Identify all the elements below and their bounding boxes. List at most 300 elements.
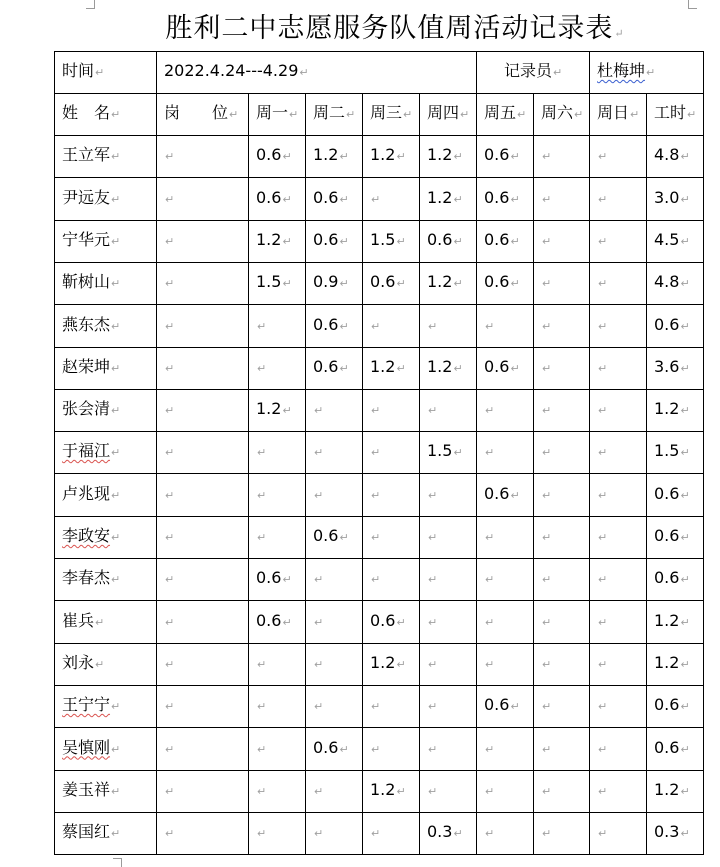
paragraph-mark: ↵ — [630, 108, 640, 121]
cell-post-text — [164, 568, 174, 590]
cell-friday-text — [484, 145, 520, 167]
cell-saturday-text — [541, 315, 551, 337]
paragraph-mark: ↵ — [485, 319, 495, 333]
recorder-name-text — [597, 61, 655, 83]
paragraph-mark: ↵ — [428, 488, 438, 502]
paragraph-mark: ↵ — [282, 404, 292, 417]
cell-thursday-text — [427, 568, 437, 590]
cell-tuesday — [305, 347, 362, 389]
cell-friday — [476, 685, 533, 727]
cell-sunday-text — [597, 441, 607, 463]
paragraph-mark: ↵ — [165, 150, 175, 163]
cell-thursday-text — [427, 780, 437, 802]
cell-thursday-value: 1.2 — [427, 187, 453, 207]
paragraph-mark: ↵ — [598, 192, 608, 206]
cell-wednesday-text — [370, 357, 406, 379]
cell-tuesday-text — [313, 441, 323, 463]
paragraph-mark: ↵ — [257, 742, 267, 756]
document-title — [0, 12, 720, 51]
cell-thursday-text — [427, 441, 463, 463]
cell-name-value: 崔兵 — [62, 610, 95, 630]
cell-monday-text — [256, 653, 266, 675]
cell-monday — [248, 262, 305, 304]
paragraph-mark: ↵ — [403, 108, 413, 121]
cell-wednesday — [362, 135, 419, 177]
cell-thursday — [419, 431, 476, 473]
paragraph-mark: ↵ — [542, 531, 552, 544]
paragraph-mark: ↵ — [598, 404, 608, 417]
column-header-value: 姓 名 — [62, 103, 111, 122]
cell-post — [156, 220, 248, 262]
cell-friday-text — [484, 484, 520, 506]
paragraph-mark: ↵ — [428, 658, 438, 671]
cell-hours-text — [654, 399, 690, 421]
paragraph-mark: ↵ — [165, 488, 175, 502]
cell-saturday-text — [541, 695, 551, 717]
cell-name-value: 李春杰 — [62, 568, 111, 587]
paragraph-mark: ↵ — [542, 658, 552, 671]
paragraph-mark: ↵ — [111, 108, 121, 121]
column-header-value: 工时 — [654, 103, 687, 122]
cell-hours-text — [654, 738, 690, 760]
cell-name — [54, 643, 156, 685]
cell-name-text — [62, 568, 120, 590]
cell-wednesday-text — [370, 653, 406, 675]
paragraph-mark: ↵ — [257, 446, 267, 459]
cell-name-value: 王宁宁 — [62, 695, 111, 714]
cell-thursday — [419, 347, 476, 389]
paragraph-mark: ↵ — [282, 277, 292, 290]
paragraph-mark: ↵ — [453, 277, 463, 290]
cell-saturday — [533, 812, 589, 854]
cell-wednesday-value: 0.6 — [370, 610, 396, 630]
paragraph-mark: ↵ — [428, 319, 438, 333]
column-header-text — [313, 103, 355, 125]
paragraph-mark: ↵ — [646, 66, 656, 79]
cell-friday-text — [484, 822, 494, 844]
paragraph-mark: ↵ — [680, 192, 690, 206]
paragraph-mark: ↵ — [598, 362, 608, 375]
cell-post-text — [164, 315, 174, 337]
paragraph-mark: ↵ — [371, 404, 381, 417]
cell-hours-value: 1.5 — [654, 441, 680, 460]
cell-wednesday-text — [370, 822, 380, 844]
cell-tuesday — [305, 770, 362, 812]
time-value-value: 2022.4.24---4.29 — [164, 61, 299, 80]
paragraph-mark: ↵ — [510, 488, 520, 502]
cell-tuesday-text — [313, 399, 323, 421]
recorder-label-text — [504, 61, 562, 83]
cell-post — [156, 431, 248, 473]
paragraph-mark: ↵ — [371, 742, 381, 756]
paragraph-mark: ↵ — [542, 615, 552, 629]
cell-friday — [476, 389, 533, 431]
cell-wednesday — [362, 177, 419, 220]
cell-saturday — [533, 685, 589, 727]
cell-name-value: 李政安 — [62, 526, 111, 545]
column-header-text — [62, 103, 120, 125]
cell-name — [54, 177, 156, 220]
cell-sunday-text — [597, 738, 607, 760]
recorder-name-value: 杜梅坤 — [597, 61, 646, 80]
paragraph-mark: ↵ — [371, 573, 381, 586]
cell-hours-value: 0.6 — [654, 695, 680, 714]
paragraph-mark: ↵ — [111, 362, 121, 375]
paragraph-mark: ↵ — [257, 319, 267, 333]
paragraph-mark: ↵ — [680, 700, 690, 713]
paragraph-mark: ↵ — [257, 488, 267, 502]
paragraph-mark: ↵ — [598, 658, 608, 671]
cell-wednesday-text — [370, 230, 406, 252]
paragraph-mark: ↵ — [111, 827, 121, 840]
cell-name — [54, 431, 156, 473]
cell-friday — [476, 262, 533, 304]
paragraph-mark: ↵ — [165, 827, 175, 840]
paragraph-mark: ↵ — [614, 27, 625, 40]
cell-friday-text — [484, 441, 494, 463]
cell-friday-text — [484, 780, 494, 802]
cell-hours-value: 1.2 — [654, 610, 680, 630]
paragraph-mark: ↵ — [453, 150, 463, 163]
cell-monday — [248, 347, 305, 389]
cell-name — [54, 770, 156, 812]
cell-post — [156, 643, 248, 685]
cell-friday — [476, 135, 533, 177]
cell-name-value: 燕东杰 — [62, 314, 111, 334]
cell-hours — [646, 727, 703, 770]
cell-monday-text — [256, 230, 292, 252]
cell-hours-value: 1.2 — [654, 399, 680, 418]
cell-post-text — [164, 272, 174, 294]
cell-friday — [476, 304, 533, 347]
cell-hours-value: 0.6 — [654, 526, 680, 545]
paragraph-mark: ↵ — [460, 108, 470, 121]
cell-name — [54, 685, 156, 727]
paragraph-mark: ↵ — [257, 785, 267, 798]
cell-saturday-text — [541, 822, 551, 844]
cell-friday-text — [484, 526, 494, 548]
paragraph-mark: ↵ — [111, 446, 121, 459]
cell-post — [156, 177, 248, 220]
paragraph-mark: ↵ — [542, 277, 552, 290]
paragraph-mark: ↵ — [165, 785, 175, 798]
paragraph-mark: ↵ — [165, 404, 175, 417]
cell-thursday — [419, 770, 476, 812]
cell-friday-text — [484, 272, 520, 294]
cell-thursday — [419, 262, 476, 304]
paragraph-mark: ↵ — [553, 66, 563, 79]
cell-thursday-text — [427, 357, 463, 379]
paragraph-mark: ↵ — [485, 785, 495, 798]
cell-sunday — [589, 135, 646, 177]
cell-saturday — [533, 177, 589, 220]
paragraph-mark: ↵ — [598, 446, 608, 459]
cell-friday — [476, 473, 533, 516]
cell-wednesday — [362, 812, 419, 854]
paragraph-mark: ↵ — [314, 615, 324, 629]
cell-saturday-text — [541, 738, 551, 760]
cell-name — [54, 262, 156, 304]
cell-saturday — [533, 516, 589, 558]
cell-post — [156, 347, 248, 389]
cell-wednesday-value: 1.5 — [370, 230, 396, 249]
cell-name — [54, 304, 156, 347]
cell-post — [156, 770, 248, 812]
cell-name-value: 张会清 — [62, 399, 111, 418]
cell-sunday — [589, 431, 646, 473]
cell-tuesday — [305, 220, 362, 262]
paragraph-mark: ↵ — [428, 700, 438, 713]
cell-monday-text — [256, 357, 266, 379]
paragraph-mark: ↵ — [574, 108, 584, 121]
cell-sunday-text — [597, 526, 607, 548]
cell-saturday-text — [541, 780, 551, 802]
cell-post-text — [164, 230, 174, 252]
cell-monday-text — [256, 315, 266, 337]
cell-thursday — [419, 600, 476, 643]
paragraph-mark: ↵ — [680, 615, 690, 629]
paragraph-mark: ↵ — [314, 573, 324, 586]
cell-thursday — [419, 389, 476, 431]
paragraph-mark: ↵ — [339, 235, 349, 248]
cell-friday-text — [484, 568, 494, 590]
cell-tuesday-value: 1.2 — [313, 145, 339, 164]
cell-saturday — [533, 600, 589, 643]
paragraph-mark: ↵ — [111, 150, 121, 163]
paragraph-mark: ↵ — [510, 150, 520, 163]
cell-saturday — [533, 135, 589, 177]
cell-tuesday-text — [313, 568, 323, 590]
cell-thursday — [419, 516, 476, 558]
cell-name-text — [62, 441, 120, 463]
paragraph-mark: ↵ — [485, 404, 495, 417]
cell-sunday — [589, 347, 646, 389]
cell-wednesday-text — [370, 315, 380, 337]
recorder-label — [476, 51, 589, 93]
recorder-name — [589, 51, 703, 93]
cell-saturday — [533, 431, 589, 473]
cell-name-value: 蔡国红 — [62, 822, 111, 841]
cell-hours — [646, 812, 703, 854]
cell-wednesday-text — [370, 272, 406, 294]
cell-friday-value: 0.6 — [484, 357, 510, 376]
paragraph-mark: ↵ — [485, 446, 495, 459]
cell-tuesday-text — [313, 230, 349, 252]
cell-tuesday-value: 0.9 — [313, 272, 339, 291]
cell-wednesday-text — [370, 695, 380, 717]
column-header-text — [484, 103, 526, 125]
cell-friday-value: 0.6 — [484, 483, 510, 503]
cell-thursday — [419, 558, 476, 600]
page-corner-mark — [688, 0, 697, 9]
cell-hours — [646, 389, 703, 431]
cell-wednesday-text — [370, 738, 380, 760]
cell-post-text — [164, 399, 174, 421]
cell-friday — [476, 600, 533, 643]
cell-friday-text — [484, 230, 520, 252]
cell-post — [156, 685, 248, 727]
cell-hours-text — [654, 272, 690, 294]
cell-thursday-text — [427, 399, 437, 421]
cell-post — [156, 727, 248, 770]
cell-tuesday — [305, 727, 362, 770]
cell-hours — [646, 685, 703, 727]
cell-post-text — [164, 695, 174, 717]
paragraph-mark: ↵ — [371, 827, 381, 840]
column-header — [248, 93, 305, 135]
column-header — [54, 93, 156, 135]
cell-hours — [646, 558, 703, 600]
paragraph-mark: ↵ — [542, 742, 552, 756]
column-header — [156, 93, 248, 135]
cell-tuesday-value: 0.6 — [313, 230, 339, 249]
cell-hours-value: 0.6 — [654, 314, 680, 334]
column-header-value: 周五 — [484, 103, 517, 122]
cell-friday — [476, 347, 533, 389]
cell-hours — [646, 643, 703, 685]
cell-friday — [476, 643, 533, 685]
cell-sunday — [589, 812, 646, 854]
cell-hours-text — [654, 441, 690, 463]
cell-monday-text — [256, 526, 266, 548]
paragraph-mark: ↵ — [680, 446, 690, 459]
cell-tuesday-text — [313, 695, 323, 717]
paragraph-mark: ↵ — [510, 235, 520, 248]
paragraph-mark: ↵ — [453, 362, 463, 375]
cell-hours-value: 0.6 — [654, 568, 680, 587]
column-header-value: 周日 — [597, 103, 630, 122]
cell-thursday-text — [427, 695, 437, 717]
paragraph-mark: ↵ — [542, 446, 552, 459]
cell-name-value: 卢兆现 — [62, 483, 111, 503]
paragraph-mark: ↵ — [282, 150, 292, 163]
paragraph-mark: ↵ — [339, 742, 349, 756]
cell-thursday — [419, 220, 476, 262]
cell-tuesday-text — [313, 526, 349, 548]
cell-friday — [476, 727, 533, 770]
cell-saturday-text — [541, 272, 551, 294]
paragraph-mark: ↵ — [453, 192, 463, 206]
paragraph-mark: ↵ — [680, 404, 690, 417]
paragraph-mark: ↵ — [510, 192, 520, 206]
paragraph-mark: ↵ — [453, 827, 463, 840]
page-corner-mark — [86, 0, 95, 9]
cell-name-text — [62, 357, 120, 379]
cell-name-value: 尹远友 — [62, 187, 111, 207]
cell-hours — [646, 431, 703, 473]
cell-saturday — [533, 389, 589, 431]
cell-hours-value: 4.8 — [654, 272, 680, 291]
cell-post-text — [164, 145, 174, 167]
cell-hours-text — [654, 653, 690, 675]
paragraph-mark: ↵ — [396, 150, 406, 163]
paragraph-mark: ↵ — [111, 531, 121, 544]
cell-hours-text — [654, 357, 690, 379]
paragraph-mark: ↵ — [428, 531, 438, 544]
cell-thursday-text — [427, 738, 437, 760]
paragraph-mark: ↵ — [371, 488, 381, 502]
cell-hours-value: 0.6 — [654, 737, 680, 757]
cell-name — [54, 558, 156, 600]
cell-hours-value: 4.8 — [654, 145, 680, 164]
cell-saturday-text — [541, 188, 551, 210]
cell-wednesday — [362, 431, 419, 473]
column-header-value: 岗 位 — [164, 103, 229, 122]
cell-name-value: 刘永 — [62, 653, 95, 672]
cell-sunday — [589, 643, 646, 685]
cell-thursday-text — [427, 611, 437, 633]
cell-friday-text — [484, 399, 494, 421]
cell-name — [54, 347, 156, 389]
paragraph-mark: ↵ — [542, 362, 552, 375]
cell-name — [54, 220, 156, 262]
cell-name-text — [62, 526, 120, 548]
cell-friday — [476, 558, 533, 600]
cell-sunday-text — [597, 357, 607, 379]
cell-wednesday — [362, 727, 419, 770]
cell-wednesday-text — [370, 188, 380, 210]
cell-sunday — [589, 600, 646, 643]
paragraph-mark: ↵ — [428, 785, 438, 798]
cell-monday-text — [256, 399, 292, 421]
cell-tuesday-text — [313, 357, 349, 379]
cell-post — [156, 558, 248, 600]
paragraph-mark: ↵ — [111, 742, 121, 756]
cell-post-text — [164, 822, 174, 844]
cell-friday-text — [484, 315, 494, 337]
cell-saturday — [533, 643, 589, 685]
title-text: 胜利二中志愿服务队值周活动记录表 — [165, 13, 614, 44]
paragraph-mark: ↵ — [111, 573, 121, 586]
paragraph-mark: ↵ — [95, 66, 105, 79]
paragraph-mark: ↵ — [371, 531, 381, 544]
cell-monday-text — [256, 611, 292, 633]
paragraph-mark: ↵ — [598, 150, 608, 163]
cell-hours — [646, 135, 703, 177]
cell-thursday-value: 0.3 — [427, 822, 453, 841]
paragraph-mark: ↵ — [111, 488, 121, 502]
paragraph-mark: ↵ — [111, 404, 121, 417]
paragraph-mark: ↵ — [680, 827, 690, 840]
cell-name-text — [62, 611, 104, 633]
time-label-text — [62, 61, 104, 83]
cell-wednesday-text — [370, 484, 380, 506]
cell-hours — [646, 177, 703, 220]
cell-sunday-text — [597, 822, 607, 844]
paragraph-mark: ↵ — [542, 827, 552, 840]
paragraph-mark: ↵ — [680, 573, 690, 586]
cell-monday — [248, 389, 305, 431]
cell-thursday — [419, 177, 476, 220]
paragraph-mark: ↵ — [314, 446, 324, 459]
cell-hours-value: 4.5 — [654, 230, 680, 249]
cell-tuesday — [305, 473, 362, 516]
cell-hours-text — [654, 695, 690, 717]
cell-wednesday — [362, 770, 419, 812]
paragraph-mark: ↵ — [229, 108, 239, 121]
cell-monday — [248, 135, 305, 177]
cell-post-text — [164, 653, 174, 675]
cell-tuesday — [305, 643, 362, 685]
cell-monday-text — [256, 738, 266, 760]
cell-post-text — [164, 526, 174, 548]
column-header-value: 周三 — [370, 103, 403, 122]
cell-name — [54, 812, 156, 854]
cell-thursday-value: 1.2 — [427, 272, 453, 291]
cell-tuesday-text — [313, 145, 349, 167]
paragraph-mark: ↵ — [257, 362, 267, 375]
paragraph-mark: ↵ — [428, 404, 438, 417]
